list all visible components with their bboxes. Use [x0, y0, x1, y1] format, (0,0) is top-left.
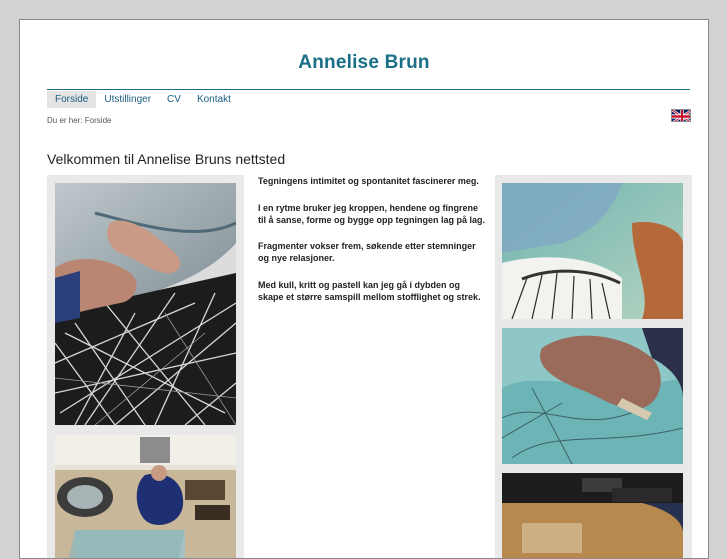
right-photo-column — [495, 175, 692, 559]
nav-item-forside[interactable]: Forside — [47, 91, 96, 108]
main-nav — [47, 91, 239, 108]
intro-text — [258, 176, 488, 319]
nav-item-cv[interactable]: CV — [167, 94, 181, 105]
breadcrumb: Du er her: Forside — [47, 116, 112, 125]
photo-pastel-artwork[interactable] — [502, 183, 683, 319]
photo-studio-table[interactable] — [502, 473, 683, 559]
photo-artist-studio-floor[interactable] — [55, 435, 236, 559]
intro-paragraph: I en rytme bruker jeg kroppen, hendene og fingrene til å sanse, forme og bygge opp tegningen lag på lag. — [258, 202, 486, 225]
nav-item-kontakt[interactable]: Kontakt — [196, 94, 231, 105]
nav-item-utstillinger[interactable]: Utstillinger — [104, 94, 152, 105]
site-title[interactable]: Annelise Brun — [298, 52, 430, 73]
page-heading: Velkommen til Annelise Bruns nettsted — [47, 151, 286, 167]
left-photo-column — [47, 175, 244, 559]
intro-paragraph: Med kull, kritt og pastell kan jeg gå i dybden og skape et større samspill mellom stofflighet og strek. — [258, 279, 481, 302]
photo-hand-pastel[interactable] — [502, 328, 683, 464]
intro-paragraph: Tegningens intimitet og spontanitet fascinerer meg. — [258, 176, 479, 186]
uk-flag-icon[interactable] — [671, 109, 691, 122]
page-container — [19, 19, 709, 559]
photo-hands-drawing[interactable] — [55, 183, 236, 425]
title-divider — [47, 89, 690, 90]
intro-paragraph: Fragmenter vokser frem, søkende etter stemninger og nye relasjoner. — [258, 241, 476, 264]
